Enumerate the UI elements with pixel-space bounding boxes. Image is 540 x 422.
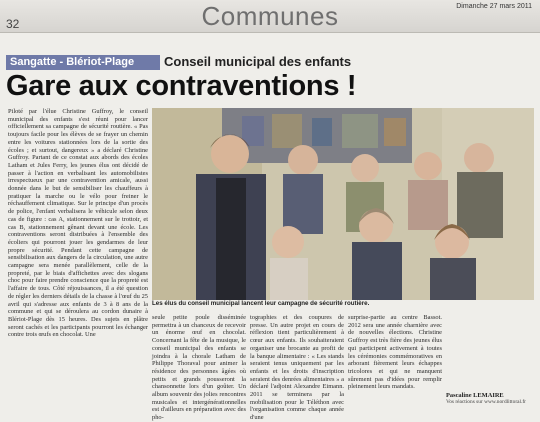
page-number: 32: [6, 17, 20, 31]
article-column-1: [8, 108, 148, 408]
article-column-2: [152, 314, 246, 422]
article-paragraph: surprise-partie au centre Bassot. 2012 sera une année charnière avec de nouvelles élections. Christine Guffroy est très fière des jeunes élus qui participent activement à toutes les cérémonies commémoratives en arborant fièrement leurs échappes tricolores et qui ne manquent sûrement pas d'idées pour remplir pleinement leurs mandats.: [348, 314, 442, 391]
article-column-3: [250, 314, 344, 422]
section-title: Communes: [201, 1, 339, 31]
article-paragraph: tographies et des coupures de presse. Un autre projet en cours de réflexion tient particulièrement à cœur aux enfants. Ils souhaiteraient organiser une brocante au profit de la banque alimentaire : « Les stands seraient tenus uniquement par les enfants et les droits d'inscription seraient des denrées alimentaires » a déclaré l'adjoint Alexandre Eimann. 2011 se terminera par la mobilisation pour le Téléthon avec l'organisation comme chaque année d'une: [250, 314, 344, 422]
byline: [446, 392, 534, 406]
author-name: Pascaline LEMAIRE: [446, 392, 504, 399]
photo-caption: Les élus du conseil municipal lancent leur campagne de sécurité routière.: [152, 300, 370, 307]
article-column-4: [348, 314, 442, 408]
topic-kicker: Conseil municipal des enfants: [164, 54, 352, 69]
group-photo: [152, 108, 534, 300]
group-photo-illustration: [152, 108, 534, 300]
article-paragraph: Piloté par l'élue Christine Guffroy, le conseil municipal des enfants s'est réuni pour lancer officiellement sa campagne de sécurité routière. « Pas toujours facile pour les élèves de se frayer un chemin entre les voitures stationnées lors de la sortie des écoles ; et surtout, dangereux » a déclaré Christine Guffroy. Partant de ce constat aux abords des écoles Latham et Jules Ferry, les jeunes élus ont décidé de passer à l'action en verbalisant les automobilistes irrespectueux par une contravention amicale, aussi donnée dans le but de sensibiliser les chauffeurs à pratiquer la marche ou le vélo pour freiner le réchauffement climatique. Sur le principe d'un procès de police, l'enfant verbalisera le véhicule selon deux cas de figure : cas A, stationnement sur le trottoir, et cas B, stationnement gênant devant une école. Les contraventions seront distribuées à l'ensemble des écoliers qui pourront jouer les gendarmes de leur propre sécurité. Pendant cette campagne de sensibilisation aux dangers de la circulation, une autre campagne sera menée parallèlement, celle de la propreté, par le biais d'affichettes avec des slogans choc pour faire prendre conscience que la propreté est l'affaire de tous. Côté réjouissances, il a été question de régler les derniers détails de la chasse à l'œuf du 25 avril qui s'adresse aux enfants de 3 à 8 ans de la commune et qui se déroulera au cordon dunaire à Blériot-Plage dès 15 heures. Des sujets en plâtre seront cachés et les participants pourront les échanger contre trois œufs en chocolat. Une: [8, 108, 148, 339]
article-headline: Gare aux contraventions !: [6, 70, 357, 102]
article-paragraph: seule petite poule disséminée permettra à un chanceux de recevoir un énorme œuf en chocolat. Concernant la fête de la musique, le conseil municipal des enfants se joindra à la chorale Latham de Philippe Thoraval pour animer la résidence des personnes âgées où petits et grands pousseront la chansonnette lors d'un goûter. Un album souvenir des jolies rencontres musicales et intergénérationnelles est d'ailleurs en préparation avec des pho-: [152, 314, 246, 422]
reader-reaction-link[interactable]: Vos réactions sur www.nordlittoral.fr: [446, 399, 526, 405]
location-kicker: Sangatte - Blériot-Plage: [6, 55, 160, 70]
issue-date: Dimanche 27 mars 2011: [456, 3, 532, 10]
